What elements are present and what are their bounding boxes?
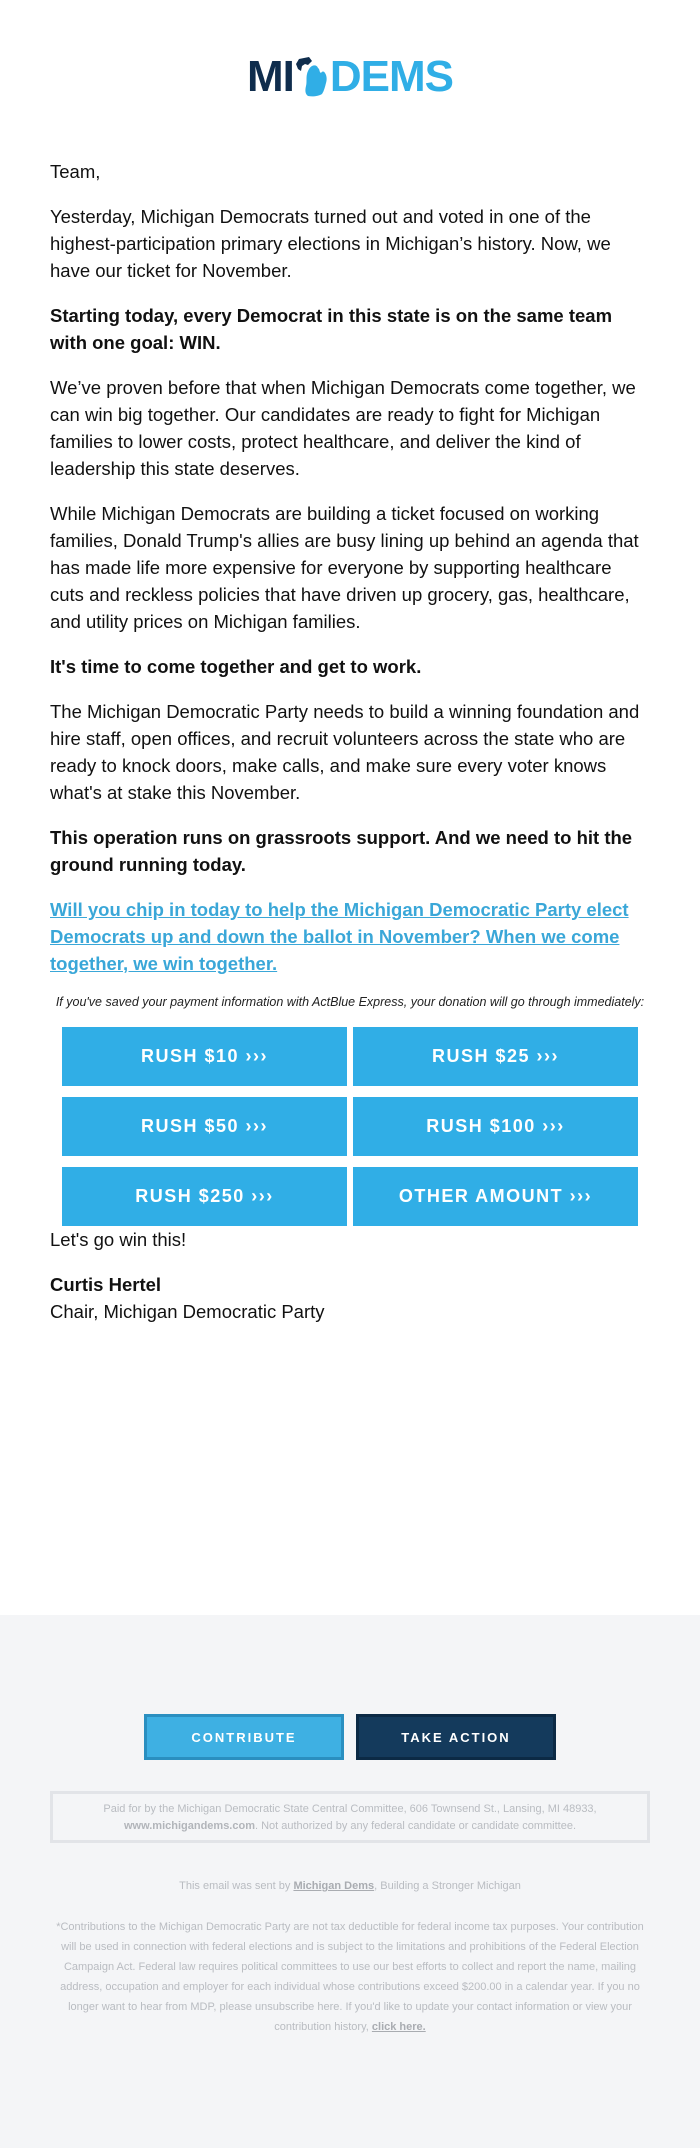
take-action-button[interactable]: TAKE ACTION (356, 1714, 556, 1760)
paragraph-same-team: Starting today, every Democrat in this state is on the same team with one goal: WIN. (50, 305, 613, 353)
logo-dems-text: DEMS (329, 52, 453, 101)
greeting: Team, (50, 161, 101, 182)
header (0, 0, 700, 148)
paragraph-trump-allies: While Michigan Democrats are building a ticket focused on working families, Donald Trump's allies are busy lining up behind an agenda that has made life more expensive for everyone by supporting healthcare cuts and reckless policies that have driven up grocery, gas, healthcare, and utility prices on Michigan families. (50, 503, 639, 632)
disclaimer-text: *Contributions to the Michigan Democratic Party are not tax deductible for federal income tax purposes. Your contribution will be used in connection with federal elections and is subject to the limitations and prohibitions of the Federal Election Campaign Act. Federal law requires political committees to use our best efforts to collect and report the name, mailing address, occupation and employer for each individual whose contributions exceed $200.00 in a calendar year. If you no longer want to hear from MDP, please unsubscribe here. If you'd like to update your contact information or view your contribution history, (56, 1921, 644, 2033)
signature-name: Curtis Hertel (50, 1274, 162, 1295)
michigan-state-icon (295, 57, 329, 97)
footer (0, 1615, 700, 2148)
paid-for-box (50, 1791, 650, 1843)
sent-by-prefix: This email was sent by (179, 1880, 294, 1892)
click-here-link[interactable]: click here. (371, 2021, 426, 2033)
signoff: Let's go win this! (50, 1229, 187, 1250)
mi-dems-logo[interactable] (247, 49, 453, 99)
logo-mi-text: MI (246, 52, 294, 101)
email-body (0, 148, 700, 1325)
rush-10-button[interactable]: RUSH $10 ››› (62, 1027, 347, 1086)
donation-button-grid (62, 1027, 638, 1226)
actblue-note: If you've saved your payment information with ActBlue Express, your donation will go through immediately: (55, 995, 645, 1009)
rush-25-button[interactable]: RUSH $25 ››› (353, 1027, 638, 1086)
michigan-dems-link[interactable]: Michigan Dems (293, 1880, 375, 1892)
footer-buttons (0, 1714, 700, 1760)
sent-by-suffix: , Building a Stronger Michigan (374, 1880, 521, 1892)
sent-by-line (0, 1880, 700, 1892)
other-amount-button[interactable]: OTHER AMOUNT ››› (353, 1167, 638, 1226)
signature-title: Chair, Michigan Democratic Party (50, 1301, 325, 1322)
paid-for-line: Paid for by the Michigan Democratic State Central Committee, 606 Townsend St., Lansing, MI 48933, (103, 1803, 597, 1815)
website-link[interactable]: www.michigandems.com (123, 1820, 255, 1832)
rush-100-button[interactable]: RUSH $100 ››› (353, 1097, 638, 1156)
paragraph-grassroots: This operation runs on grassroots support. And we need to hit the ground running today. (50, 827, 633, 875)
not-authorized-line: . Not authorized by any federal candidate or candidate committee. (254, 1820, 577, 1832)
paragraph-winning-foundation: The Michigan Democratic Party needs to build a winning foundation and hire staff, open offices, and recruit volunteers across the state who are ready to knock doors, make calls, and make sure every voter knows what's at stake this November. (50, 701, 640, 803)
chip-in-link[interactable]: Will you chip in today to help the Michigan Democratic Party elect Democrats up and down the ballot in November? When we come together, we win together. (50, 899, 629, 974)
legal-disclaimer (52, 1917, 648, 2037)
paragraph-primary-results: Yesterday, Michigan Democrats turned out and voted in one of the highest-participation primary elections in Michigan’s history. Now, we have our ticket for November. (50, 206, 611, 281)
paragraph-proven-before: We’ve proven before that when Michigan Democrats come together, we can win big together. Our candidates are ready to fight for Michigan families to lower costs, protect healthcare, and deliver the kind of leadership this state deserves. (50, 377, 636, 479)
rush-250-button[interactable]: RUSH $250 ››› (62, 1167, 347, 1226)
rush-50-button[interactable]: RUSH $50 ››› (62, 1097, 347, 1156)
paragraph-get-to-work: It's time to come together and get to work. (50, 656, 422, 677)
contribute-button[interactable]: CONTRIBUTE (144, 1714, 344, 1760)
